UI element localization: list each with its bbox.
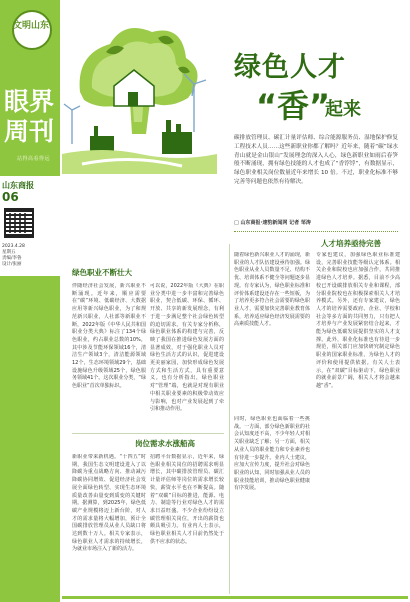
subhead-green-jobs-grow: 绿色职业不断壮大 bbox=[72, 268, 132, 277]
headline-line1: 绿色人才 bbox=[234, 52, 346, 83]
article-column-7: 同时，绿色职业也面临着一些挑战。一方面，部分绿色新职业的社会认知度还不高，不少年轻人对相关职业缺乏了解；另一方面，相关从业人员的职业能力和专业素养也有待进一步提升。业内人士建议，应加大宣传力度，提升社会对绿色职业的认知，同时加强从业人员的职业技能培训，推动绿色职业健康有序发展。 bbox=[234, 416, 310, 492]
issue-number: 06 bbox=[2, 190, 19, 204]
column-divider bbox=[229, 244, 230, 594]
section-divider bbox=[72, 433, 224, 434]
article-column-1: 伴随经济社会发展，新兴职业不断涌现。近年来，顺应需要在“碳”环境、低碳经济、大数据应用等新兴绿色职业，为了和规范新兴职业，人社部等新职业不断，2022年版《中华人民共和国职业分类大典》标注了134个绿色职业，约占职业总数的10%，其中涉及节能环保领域16个，清洁生产领域3个，清洁能源领域12个，生态环境领域29个，基础设施绿色升级领域25个，绿色服务领域41个。这次职业分类，“绿色职业”首次单独标识。 bbox=[72, 283, 146, 390]
headline-line3: 起来 bbox=[325, 99, 361, 120]
issue-designer: 设计/张丽 bbox=[2, 262, 22, 267]
issue-weekday: 星期五 bbox=[2, 250, 16, 255]
issue-editor: 责编/李鲁 bbox=[2, 256, 22, 261]
article-column-2: 可以说，2022年版《大典》在职业分类中进一步丰富和完善绿色职业，契合低碳、环保、循环、开放、共享的新发展理念，有利于进一步满足整个社会绿色转型的迫切需求。有关专家分析称，绿色职业体系的构建与完善，反映了我国在推进绿色发展方面的显著成效，对于强化职业人员对绿色生活方式的认识，促进建设更美丽家园，加快形成绿色发展方式和生活方式，具有重要意义。也有分析指出，绿色职业对“管理”端，也就是对现有职业中相关职业要素的积极带动效应与影响，也对产业发展起到了牵引和推动作用。 bbox=[150, 283, 224, 413]
intro-paragraph: 碳排放管理员、碳汇计量评估师、综合能源服务员、湿地保护修复工程技术人员……这些新职业你都了解吗？近年来，随着“碳”绿水青山就是金山银山”发展理念的深入人心，绿色新职业如雨后春笋般不断涌现，拥有绿色技能的人才也成了“香饽饽”，有数据显示，绿色职业相关岗位数量近年来增长 10 倍。不过，职业化标准不够完善等问题也依然有待解决。 bbox=[234, 135, 398, 185]
logo-text: 文明山东 bbox=[13, 21, 50, 31]
subhead-talent-training: 人才培养亟待完善 bbox=[321, 239, 381, 248]
issue-meta bbox=[2, 244, 25, 268]
qr-code-icon bbox=[4, 208, 34, 238]
masthead-slogan: 站得高看得远 bbox=[17, 156, 51, 162]
paper-name: 山东商报 bbox=[2, 181, 34, 190]
masthead-title-line2: 周刊 bbox=[4, 117, 55, 146]
article-column-5: 新职业带来新机遇。“十四五”时期，我国生态文明建设进入了以降碳为重点战略方向、推动减污降碳协同增效、促进经济社会发展全面绿色转型、实现生态环境质量改善由量变到质变的关键时期。据测算，到2025年，绿色低碳产业规模将迈上新台阶，对人才的需求量将大幅增加，预计全国碳排放管理员从业人员缺口将达到数十万人。相关专家表示，绿色职业人才需求的持续增长，为就业市场注入了新的活力。 bbox=[72, 454, 146, 553]
divider-rule bbox=[234, 231, 398, 232]
headline-line2: “香” bbox=[256, 87, 331, 125]
article-column-3: 随着绿色新兴职业人才的涌现，新职业的人才队伍建设亟待加强。绿色职业从业人员数量不足、结构不优、培训体系不健全等问题逐步显现。有专家认为，绿色职业标准和评价体系建设还存在一些短板，为了培养更多符合社会需要的绿色职业人才，需要加快完善职业教育体系，培养适应绿色经济发展需要的高素质技能人才。 bbox=[234, 252, 310, 328]
article-column-4: 专家也建议，加强绿色职业标准建设，完善职业技能等级认定体系。相关企业和院校也应加强合作，共同推进绿色人才培养。据悉，目前不少高校已开设碳排放相关专业和课程，部分职业院校也在积极探索相关人才培养模式。另外，还有专家建议，绿色人才的培养需要政府、企业、学校和社会等多方面的共同努力，只有把人才培养与产业发展紧密结合起来，才能为绿色低碳发展提供坚实的人才支撑。此外，职业化标准也有待进一步规范，相关部门应加快研究制定绿色职业的国家职业标准，为绿色人才的评价和使用提供依据。有关人士表示，在“双碳”目标驱动下，绿色职业的就业前景广阔，相关人才将会越来越“香”。 bbox=[316, 252, 400, 389]
byline: □ 山东商报·速豹新闻网 记者 邹涛 bbox=[234, 220, 311, 226]
subhead-job-demand-rises: 岗位需求水涨船高 bbox=[135, 439, 195, 448]
article-column-6: 招聘平台数据显示，近年来，绿色职业相关岗位的招聘需求明显增长，其中碳排放管理员、碳汇计量评估师等岗位的需求增长较快，薪资水平也在不断提高。随着“双碳”目标的推进，能源、电力、制造等行业对绿色人才的需求日益旺盛。不少企业纷纷设立碳管理相关岗位，开出的薪资也颇具吸引力。有业内人士表示，绿色职业相关人才目前仍然处于供不应求的状态。 bbox=[150, 454, 224, 545]
issue-date: 2023.4.28 bbox=[2, 244, 25, 249]
footer-bar bbox=[62, 596, 408, 599]
masthead-title-line1: 眼界 bbox=[4, 87, 55, 116]
green-tree-illustration bbox=[62, 14, 217, 174]
tree-house-icon bbox=[80, 28, 198, 134]
